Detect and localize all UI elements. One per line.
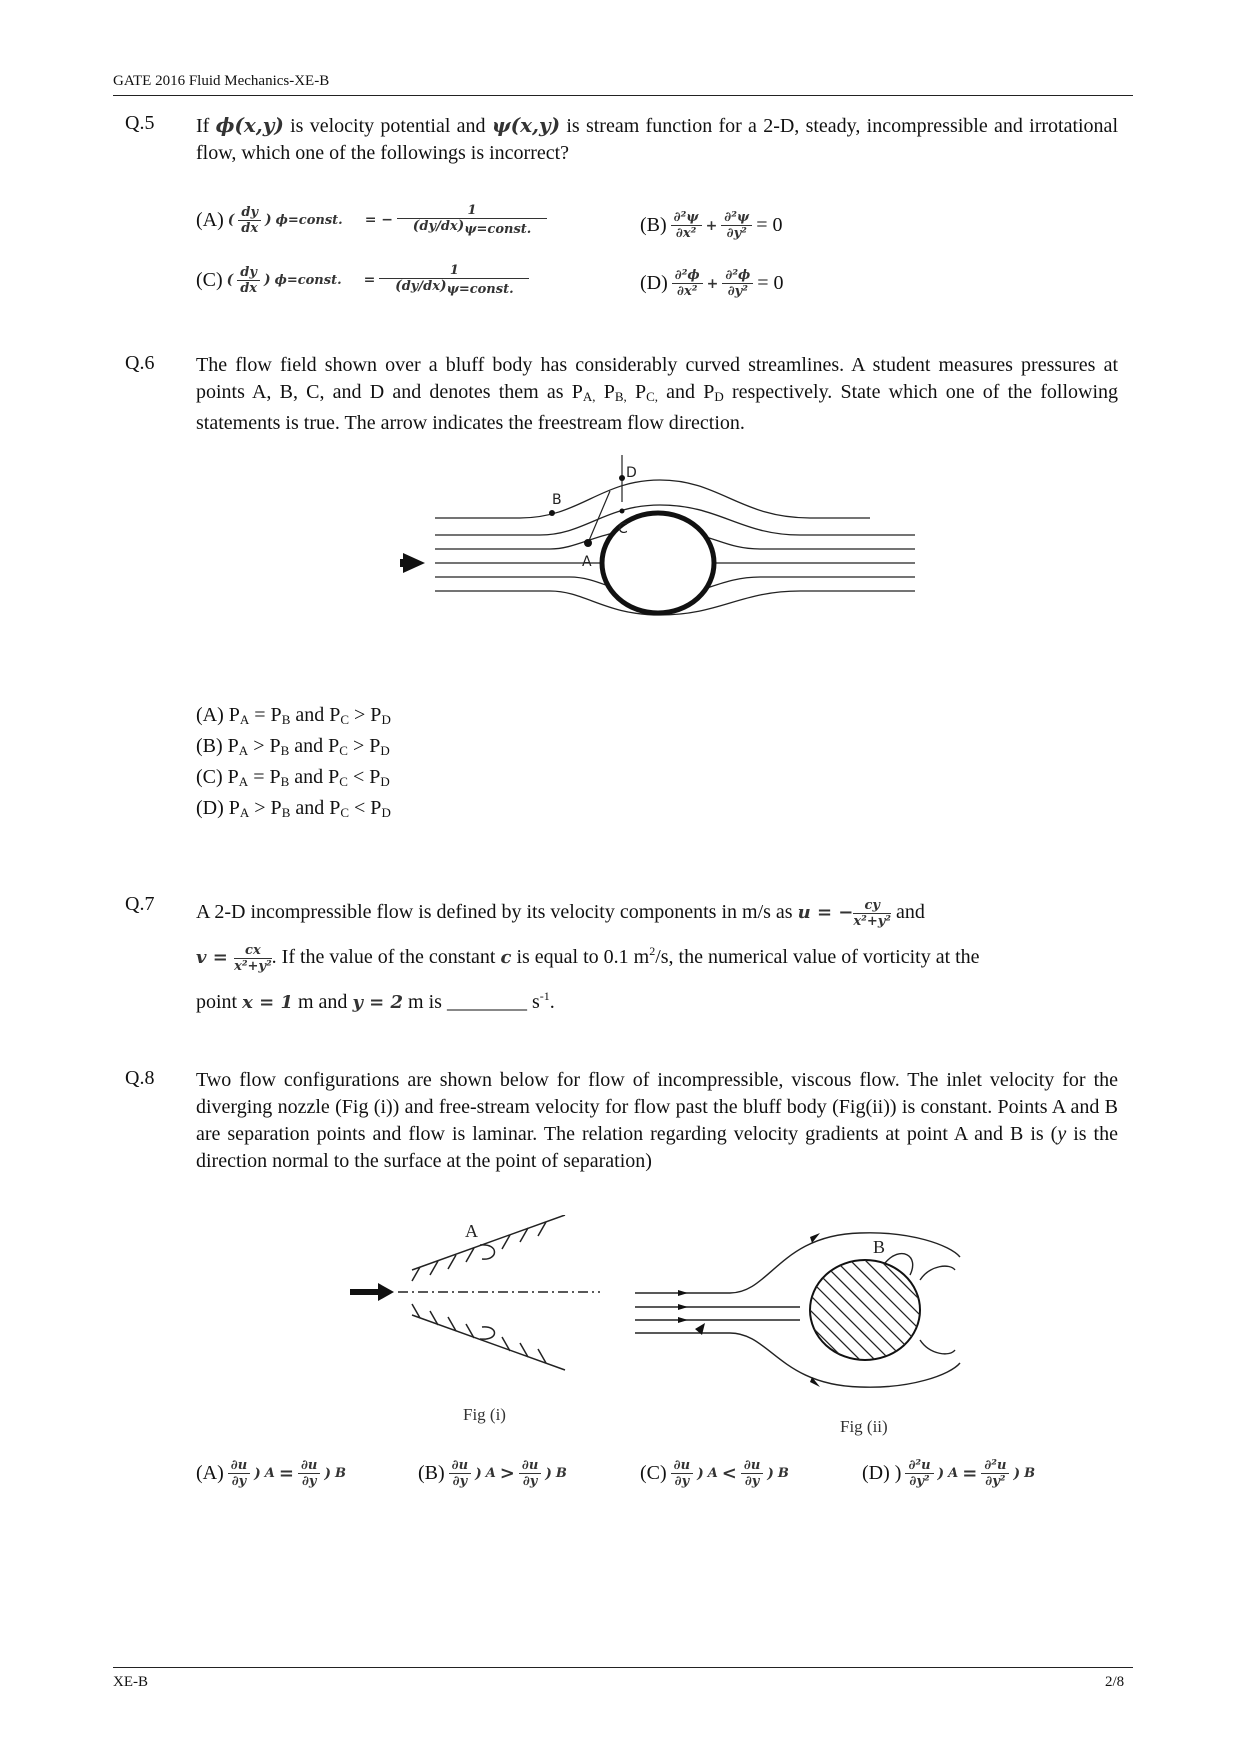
upper-wall <box>412 1215 565 1270</box>
fig1-caption: Fig (i) <box>463 1405 506 1424</box>
q6-text: The flow field shown over a bluff body has considerably curved streamlines. A student measures pressures at points A, B, C, and D and denotes them as $P_{A,}$ $P_{B,}$ $P_{C,}$ and $P_D$ respectively. State which one of the following statements is true. The arrow indicates the freestream flow direction. <box>196 354 1119 434</box>
q6-option-b[interactable]: (B) $P_A > P_B$ and $P_C > P_D$ <box>196 735 390 758</box>
upper-hatch <box>412 1222 546 1281</box>
q7-text: A 2-D incompressible flow is defined by its velocity components in m/s as u = − $\frac{cy}{\text{x²+y²}}$ and v = $\frac{cx}{\text{x²+y²}}$ . If the value of the constant c is equal to 0.1 $m^2/s$, the numerical value of vorticity at the point x = 1 m and y = 2 m is ________ $s^{-1}$. <box>196 897 980 1013</box>
q8-number: Q.8 <box>125 1067 155 1089</box>
page-header: GATE 2016 Fluid Mechanics-XE-B <box>113 73 330 89</box>
lower-wall <box>412 1315 565 1370</box>
q8-bluff-body-figure <box>630 1225 970 1390</box>
separation-eddy-a <box>480 1245 495 1259</box>
freestream-arrow <box>400 553 425 573</box>
point-d-marker <box>619 475 625 481</box>
q6-options <box>196 702 391 826</box>
q5-option-a[interactable]: (A) ( $\frac{dy}{dx}$ ) ϕ=const. = − $\frac{1}{\text{(dy/dx)ψ=const.}}$ <box>196 203 547 237</box>
q7-number: Q.7 <box>125 893 155 915</box>
header-rule <box>113 95 1133 96</box>
streamline-lower <box>635 1333 960 1387</box>
inlet-arrow-shaft <box>350 1289 380 1295</box>
q6-option-a[interactable]: (A) $P_A = P_B$ and $P_C > P_D$ <box>196 704 391 727</box>
q8-option-d[interactable]: (D) ) $\frac{\text{∂²u}}{\text{∂y²}}$ ) A = $\frac{\text{∂²u}}{\text{∂y²}}$ ) B <box>862 1458 1036 1489</box>
label-b: B <box>552 492 562 508</box>
separation-eddy-lower <box>480 1327 495 1339</box>
fig1-point-label: A <box>465 1221 478 1241</box>
label-d: D <box>626 465 637 481</box>
q5-option-d[interactable]: (D) $\frac{\text{∂²ϕ}}{\text{∂x²}}$ + $\frac{\text{∂²ϕ}}{\text{∂y²}}$ = 0 <box>640 268 784 299</box>
lower-wake <box>920 1340 955 1354</box>
q5-number: Q.5 <box>125 112 155 134</box>
upper-wake <box>920 1266 955 1280</box>
fig2-caption: Fig (ii) <box>840 1417 888 1436</box>
label-a: A <box>582 554 592 570</box>
footer-rule <box>113 1667 1133 1668</box>
point-b-marker <box>549 510 555 516</box>
lower-hatch <box>412 1304 546 1363</box>
q5-text: If ϕ(x,y) is velocity potential and ψ(x,y) is stream function for a 2-D, steady, incompressible and irrotational flow, which one of the followings is incorrect? <box>196 113 1118 164</box>
inlet-arrow-head <box>378 1283 394 1301</box>
q6-option-d[interactable]: (D) $P_A > P_B$ and $P_C < P_D$ <box>196 797 391 820</box>
q8-option-c[interactable]: (C) $\frac{\partial u}{\partial y}$ ) A < $\frac{\partial u}{\partial y}$ ) B <box>640 1458 789 1489</box>
arrowhead <box>678 1304 688 1310</box>
page-number: 2/8 <box>1105 1674 1125 1690</box>
q8-text: Two flow configurations are shown below for flow of incompressible, viscous flow. The inlet velocity for the diverging nozzle (Fig (i)) and free-stream velocity for flow past the bluff body (Fig(ii)) is constant. Points A and B are separation points and flow is laminar. The relation regarding velocity gradients at point A and B is (y is the direction normal to the surface at the point of separation) <box>196 1069 1118 1172</box>
footer-left: XE-B <box>113 1674 148 1690</box>
q8-option-a[interactable]: (A) $\frac{\partial u}{\partial y}$ ) A = $\frac{\partial u}{\partial y}$ ) B <box>196 1458 347 1489</box>
q8-option-b[interactable]: (B) $\frac{\partial u}{\partial y}$ ) A > $\frac{\partial u}{\partial y}$ ) B <box>418 1458 567 1489</box>
arrowhead <box>678 1317 688 1323</box>
label-c: C <box>618 521 628 537</box>
point-c-marker <box>620 509 625 514</box>
point-a-marker <box>584 539 592 547</box>
q6-option-c[interactable]: (C) $P_A = P_B$ and $P_C < P_D$ <box>196 766 390 789</box>
q5-option-b[interactable]: (B) $\frac{\text{∂²ψ}}{\text{∂x²}}$ + $\frac{\text{∂²ψ}}{\text{∂y²}}$ = 0 <box>640 210 783 241</box>
q5-option-c[interactable]: (C) ( $\frac{dy}{dx}$ ) ϕ=const. = $\frac{1}{\text{(dy/dx)ψ=const.}}$ <box>196 263 529 297</box>
fig2-point-label: B <box>873 1237 886 1257</box>
q6-bluff-body-figure <box>400 455 920 635</box>
arrowhead <box>678 1290 688 1296</box>
q6-number: Q.6 <box>125 352 155 374</box>
q8-diverging-nozzle-figure <box>350 1215 615 1375</box>
